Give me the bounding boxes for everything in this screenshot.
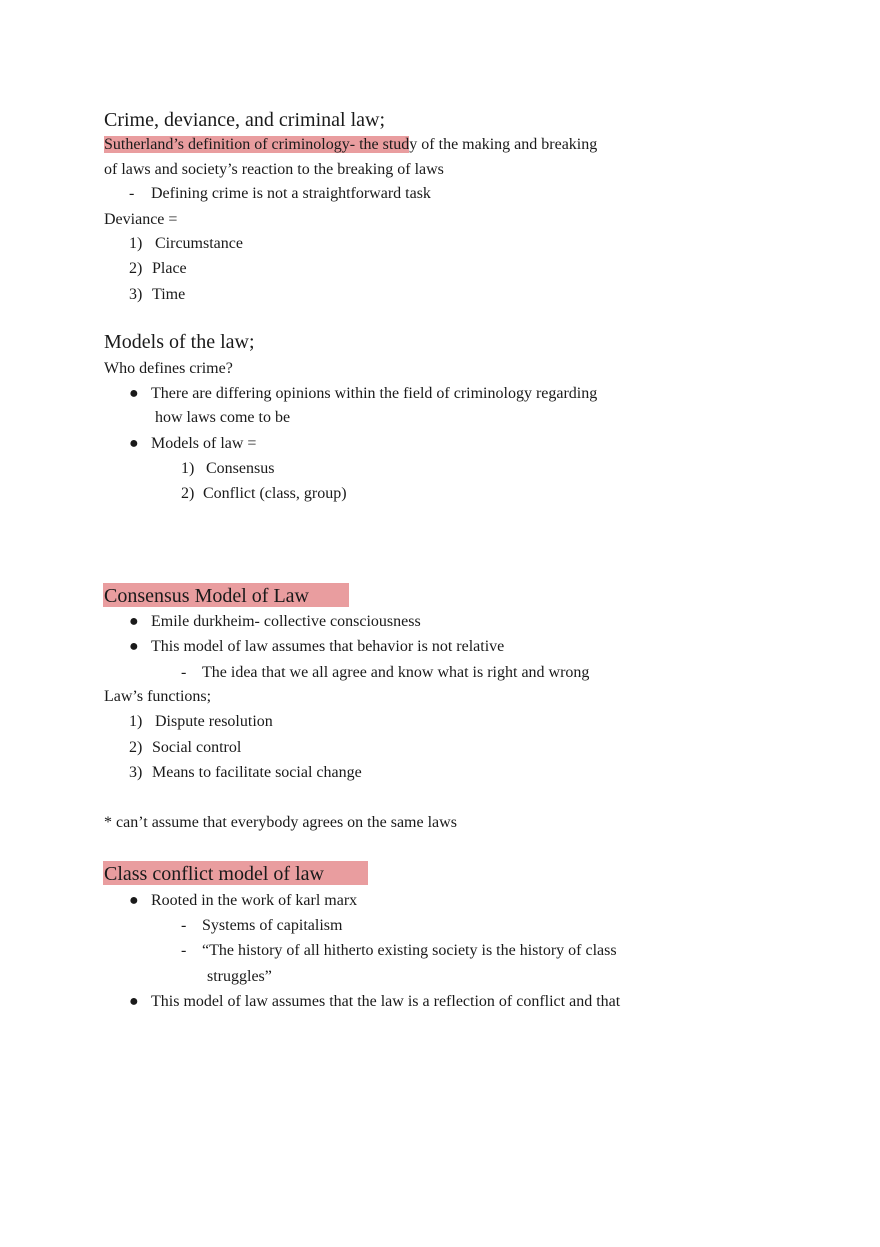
highlighted-definition: Sutherland’s definition of criminology- the stud xyxy=(104,136,410,153)
list-number: 2) xyxy=(129,739,143,756)
differing-opinions-line1: There are differing opinions within the field of criminology regarding xyxy=(151,385,598,402)
idea-all-agree: The idea that we all agree and know what is right and wrong xyxy=(202,664,590,681)
behavior-not-relative: This model of law assumes that behavior is not relative xyxy=(151,638,505,655)
law-reflection-of-conflict: This model of law assumes that the law is a reflection of conflict and that xyxy=(151,993,621,1010)
bullet-marker: ● xyxy=(129,435,139,452)
marx-quote-line1: “The history of all hitherto existing society is the history of class xyxy=(202,942,617,959)
models-of-law-label: Models of law = xyxy=(151,435,257,452)
model-consensus: Consensus xyxy=(206,460,275,477)
bullet-marker: ● xyxy=(129,385,139,402)
list-number: 3) xyxy=(129,764,143,781)
dash-marker: - xyxy=(181,942,187,959)
heading-models-of-law: Models of the law; xyxy=(104,331,255,353)
laws-functions-label: Law’s functions; xyxy=(104,688,212,705)
bullet-marker: ● xyxy=(129,892,139,909)
model-conflict: Conflict (class, group) xyxy=(203,485,347,502)
list-number: 2) xyxy=(181,485,195,502)
list-number: 3) xyxy=(129,286,143,303)
list-number: 2) xyxy=(129,260,143,277)
sutherland-definition-line1 xyxy=(104,135,597,155)
list-number: 1) xyxy=(181,460,195,477)
function-social-change: Means to facilitate social change xyxy=(152,764,362,781)
deviance-item-circumstance: Circumstance xyxy=(155,235,243,252)
bullet-marker: ● xyxy=(129,613,139,630)
differing-opinions-line2: how laws come to be xyxy=(155,409,291,426)
dash-marker: - xyxy=(129,185,135,202)
rooted-in-marx: Rooted in the work of karl marx xyxy=(151,892,358,909)
sutherland-definition-line2: of laws and society’s reaction to the breaking of laws xyxy=(104,161,444,178)
dash-marker: - xyxy=(181,664,187,681)
bullet-marker: ● xyxy=(129,638,139,655)
systems-of-capitalism: Systems of capitalism xyxy=(202,917,343,934)
heading-crime-deviance: Crime, deviance, and criminal law; xyxy=(104,109,386,131)
heading-class-conflict-model: Class conflict model of law xyxy=(104,863,324,885)
bullet-marker: ● xyxy=(129,993,139,1010)
deviance-label: Deviance = xyxy=(104,211,178,228)
function-social-control: Social control xyxy=(152,739,242,756)
who-defines-crime: Who defines crime? xyxy=(104,360,233,377)
definition-rest: y of the making and breaking xyxy=(409,136,598,153)
marx-quote-line2: struggles” xyxy=(207,968,272,985)
list-number: 1) xyxy=(129,713,143,730)
footnote: * can’t assume that everybody agrees on the same laws xyxy=(104,814,457,831)
defining-crime-note: Defining crime is not a straightforward task xyxy=(151,185,431,202)
deviance-item-time: Time xyxy=(152,286,186,303)
deviance-item-place: Place xyxy=(152,260,187,277)
heading-consensus-model: Consensus Model of Law xyxy=(104,585,309,607)
dash-marker: - xyxy=(181,917,187,934)
list-number: 1) xyxy=(129,235,143,252)
emile-durkheim: Emile durkheim- collective consciousness xyxy=(151,613,421,630)
function-dispute-resolution: Dispute resolution xyxy=(155,713,273,730)
